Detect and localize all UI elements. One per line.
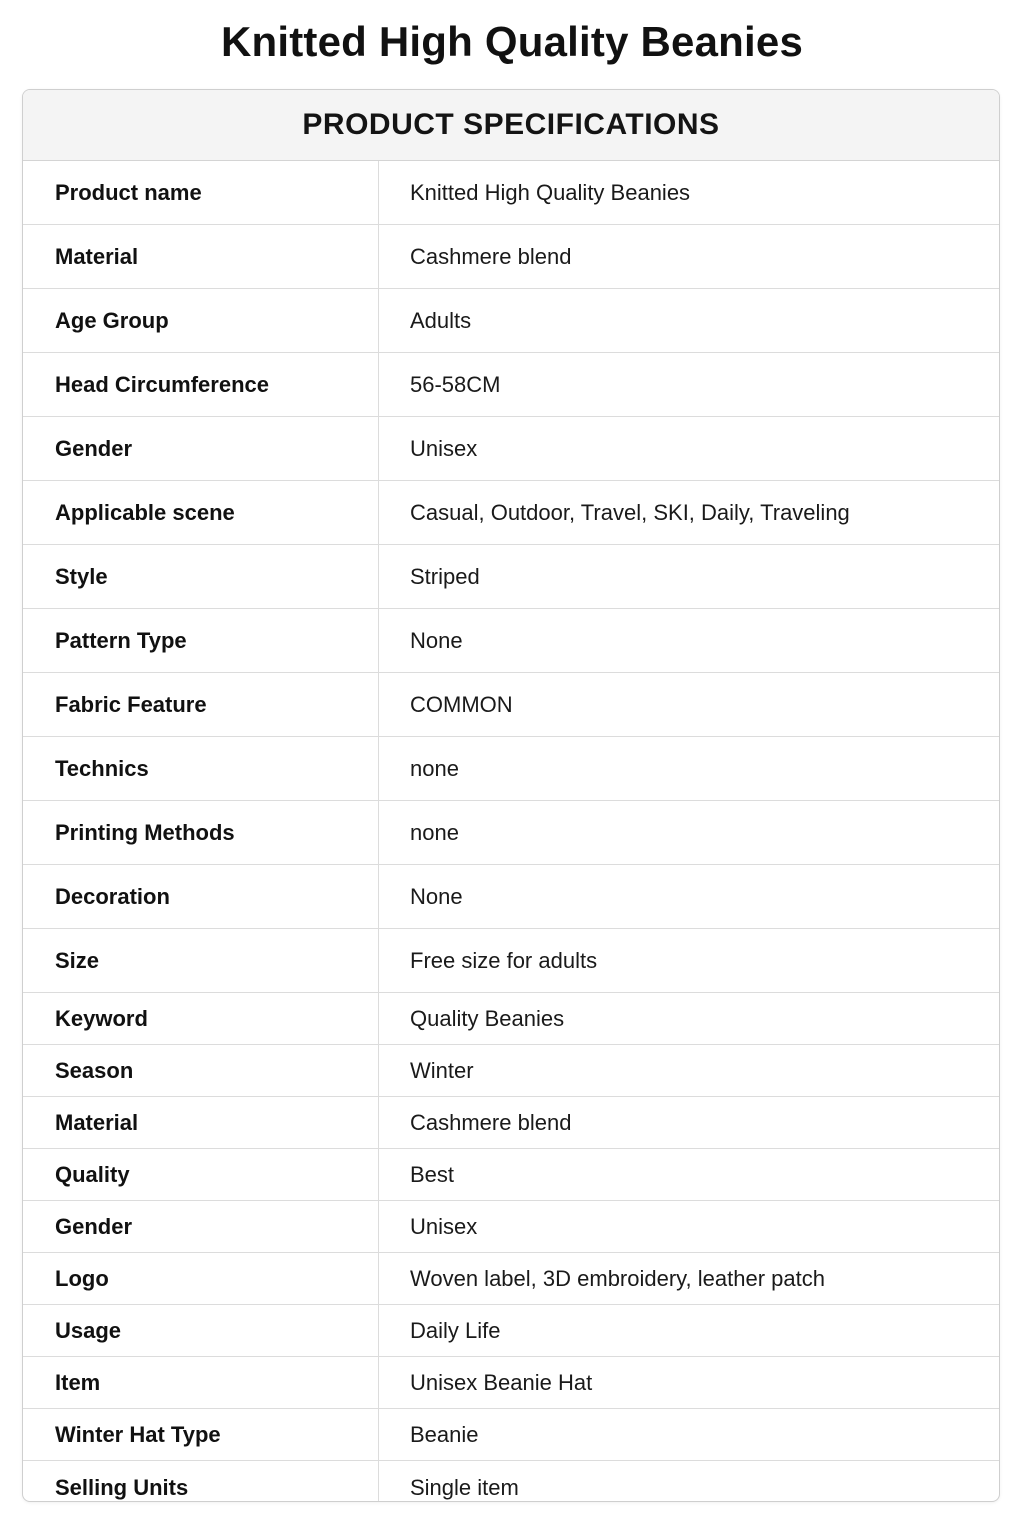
spec-label: Item (23, 1357, 379, 1408)
spec-label: Applicable scene (23, 481, 379, 544)
table-row (23, 801, 999, 865)
spec-value: Unisex Beanie Hat (410, 1369, 593, 1395)
spec-label: Printing Methods (23, 801, 379, 864)
product-specifications-table (22, 89, 1000, 1502)
spec-label: Material (23, 225, 379, 288)
spec-value: Beanie (410, 1421, 479, 1447)
table-row (23, 353, 999, 417)
table-row (23, 609, 999, 673)
spec-value: None (410, 627, 463, 653)
spec-label: Winter Hat Type (23, 1409, 379, 1460)
spec-label: Head Circumference (23, 353, 379, 416)
spec-label: Usage (23, 1305, 379, 1356)
spec-value: Striped (410, 563, 480, 589)
table-row (23, 225, 999, 289)
spec-label: Gender (23, 1201, 379, 1252)
spec-value: Daily Life (410, 1317, 501, 1343)
spec-label: Selling Units (23, 1461, 379, 1502)
table-row (23, 1461, 999, 1502)
spec-value: Unisex (410, 435, 478, 461)
spec-value: Casual, Outdoor, Travel, SKI, Daily, Traveling (410, 499, 850, 525)
spec-value: none (410, 819, 459, 845)
spec-value: Single item (410, 1475, 519, 1500)
table-row (23, 1045, 999, 1097)
spec-value: none (410, 755, 459, 781)
spec-label: Logo (23, 1253, 379, 1304)
table-row (23, 161, 999, 225)
spec-value: Woven label, 3D embroidery, leather patch (410, 1265, 825, 1291)
table-header: PRODUCT SPECIFICATIONS (23, 90, 999, 161)
spec-value: COMMON (410, 691, 513, 717)
spec-value: Unisex (410, 1213, 478, 1239)
spec-label: Size (23, 929, 379, 992)
spec-label: Material (23, 1097, 379, 1148)
table-row (23, 1253, 999, 1305)
spec-value: Cashmere blend (410, 243, 572, 269)
table-row (23, 1201, 999, 1253)
spec-value: Adults (410, 307, 472, 333)
spec-label: Keyword (23, 993, 379, 1044)
spec-value: Winter (410, 1057, 474, 1083)
table-row (23, 417, 999, 481)
table-row (23, 1149, 999, 1201)
spec-label: Fabric Feature (23, 673, 379, 736)
spec-label: Product name (23, 161, 379, 224)
spec-value: Knitted High Quality Beanies (410, 179, 691, 205)
table-row (23, 1097, 999, 1149)
spec-label: Decoration (23, 865, 379, 928)
spec-rows (23, 161, 999, 1502)
table-row (23, 737, 999, 801)
spec-value: 56-58CM (410, 371, 501, 397)
page-title: Knitted High Quality Beanies (220, 18, 803, 65)
spec-label: Technics (23, 737, 379, 800)
spec-label: Style (23, 545, 379, 608)
table-row (23, 1357, 999, 1409)
spec-value: Quality Beanies (410, 1005, 565, 1031)
table-row (23, 673, 999, 737)
spec-value: Best (410, 1161, 455, 1187)
table-row (23, 481, 999, 545)
spec-label: Quality (23, 1149, 379, 1200)
spec-value: Cashmere blend (410, 1109, 572, 1135)
table-row (23, 1409, 999, 1461)
spec-value: None (410, 883, 463, 909)
table-row (23, 289, 999, 353)
spec-label: Age Group (23, 289, 379, 352)
spec-label: Gender (23, 417, 379, 480)
table-row (23, 929, 999, 993)
table-row (23, 993, 999, 1045)
table-row (23, 865, 999, 929)
table-row (23, 545, 999, 609)
spec-label: Pattern Type (23, 609, 379, 672)
table-row (23, 1305, 999, 1357)
spec-value: Free size for adults (410, 947, 598, 973)
spec-label: Season (23, 1045, 379, 1096)
